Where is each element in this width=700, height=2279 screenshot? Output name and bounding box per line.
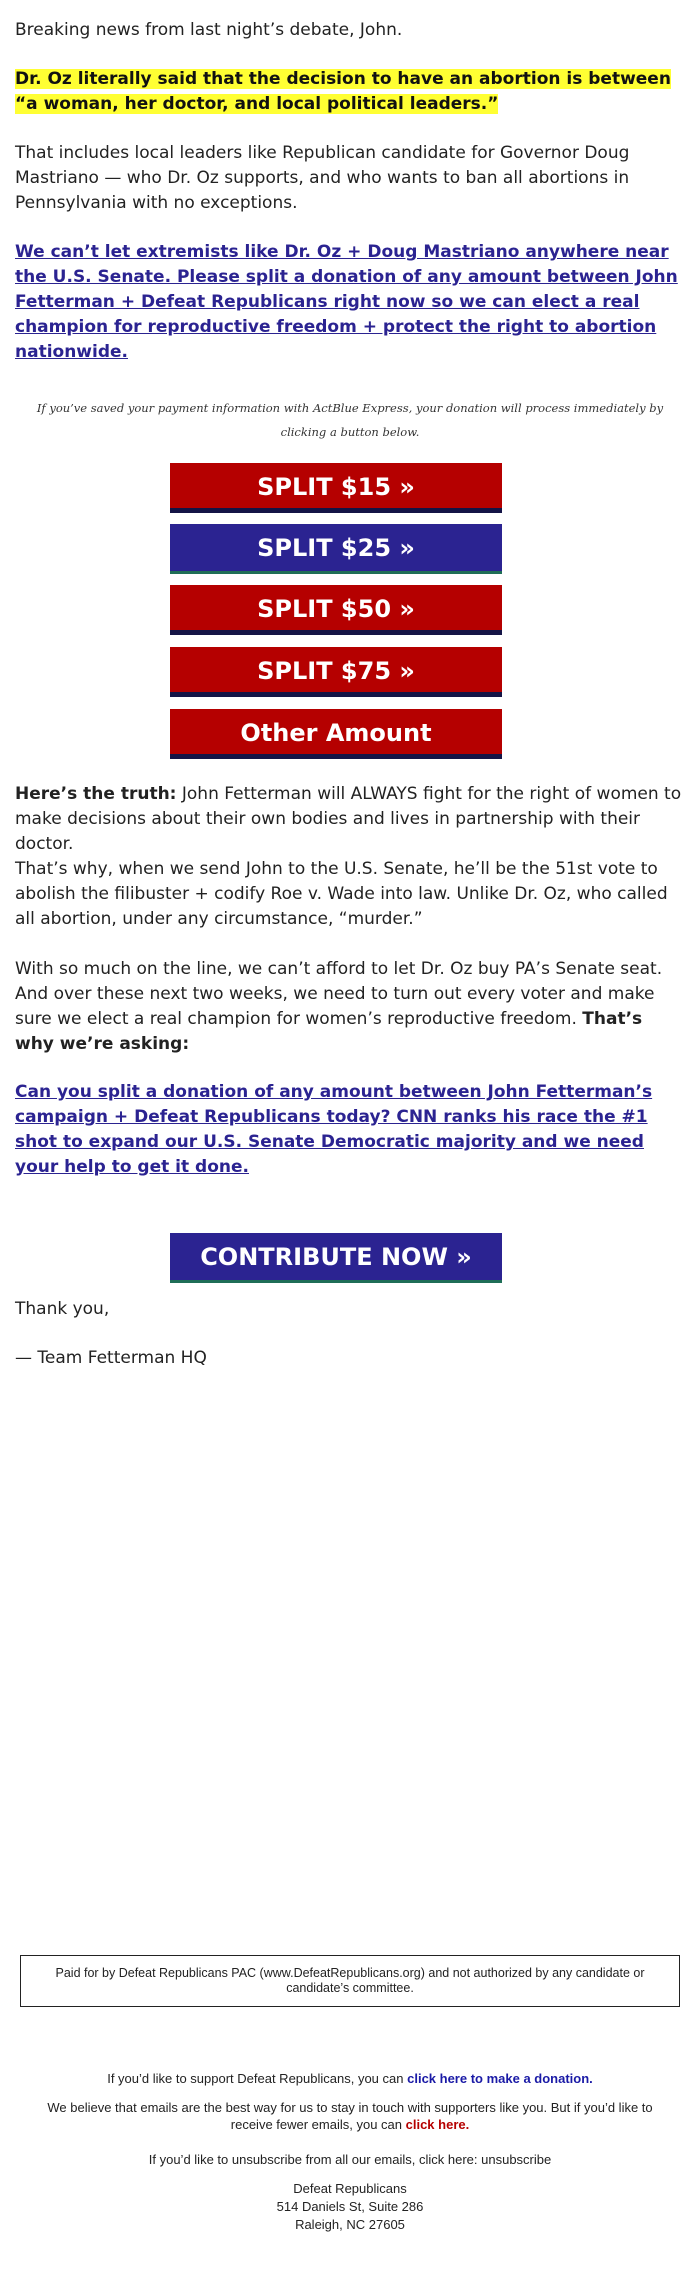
on-the-line-bold: That’s why we’re asking:	[15, 1009, 643, 1054]
paragraph-on-the-line	[15, 957, 685, 1057]
actblue-note: If you’ve saved your payment information with ActBlue Express, your donation will process immediately by clicking a button below.	[36, 401, 664, 439]
split-50-button[interactable]: SPLIT $50 »	[170, 585, 502, 635]
on-the-line-body: With so much on the line, we can’t afford to let Dr. Oz buy PA’s Senate seat. And over these next two weeks, we need to turn out every voter and make sure we elect a real champion for women’s reproductive freedom.	[15, 959, 663, 1029]
highlight-text: Dr. Oz literally said that the decision to have an abortion is between “a woman, her doctor, and local political leaders.”	[15, 69, 671, 114]
make-donation-link[interactable]: click here to make a donation.	[407, 2071, 593, 2086]
split-25-button[interactable]: SPLIT $25 »	[170, 524, 502, 574]
fewer-emails-link[interactable]: click here.	[405, 2117, 470, 2132]
truth-body: John Fetterman will ALWAYS fight for the right of women to make decisions about their own bodies and lives in partnership with their doctor.	[15, 784, 682, 854]
highlighted-quote	[15, 67, 675, 117]
split-75-button[interactable]: SPLIT $75 »	[170, 647, 502, 697]
paragraph-truth	[15, 782, 685, 857]
other-amount-button[interactable]: Other Amount	[170, 709, 502, 759]
fewer-emails-line	[25, 2099, 675, 2133]
mailing-address	[0, 2180, 700, 2234]
address-line-2: Raleigh, NC 27605	[295, 2217, 405, 2232]
paid-for-disclaimer: Paid for by Defeat Republicans PAC (www.DefeatRepublicans.org) and not authorized by any candidate or candidate’s committee.	[20, 1955, 680, 2007]
paragraph-mastriano: That includes local leaders like Republican candidate for Governor Doug Mastriano — who Dr. Oz supports, and who wants to ban all abortions in Pennsylvania with no exceptions.	[15, 143, 630, 213]
fewer-text: We believe that emails are the best way for us to stay in touch with supporters like you. But if you’d like to receive fewer emails, you can	[47, 2100, 653, 2132]
paragraph-senate: That’s why, when we send John to the U.S. Senate, he’ll be the 51st vote to abolish the filibuster + codify Roe v. Wade into law. Unlike Dr. Oz, who called all abortion, under any circumstance, “murder.”	[15, 859, 668, 929]
donate-link-cnn[interactable]: Can you split a donation of any amount between John Fetterman’s campaign + Defeat Republicans today? CNN ranks his race the #1 shot to expand our U.S. Senate Democratic majority and we need your help to get it done.	[15, 1082, 653, 1177]
split-15-button[interactable]: SPLIT $15 »	[170, 463, 502, 513]
support-text: If you’d like to support Defeat Republicans, you can	[107, 2071, 408, 2086]
org-name: Defeat Republicans	[293, 2181, 407, 2196]
unsubscribe-line[interactable]: If you’d like to unsubscribe from all our emails, click here: unsubscribe	[148, 2152, 552, 2167]
address-line-1: 514 Daniels St, Suite 286	[276, 2199, 424, 2214]
greeting: Breaking news from last night’s debate, John.	[15, 20, 403, 40]
contribute-now-button[interactable]: CONTRIBUTE NOW »	[170, 1233, 502, 1283]
donate-link-extremists[interactable]: We can’t let extremists like Dr. Oz + Doug Mastriano anywhere near the U.S. Senate. Please split a donation of any amount between John Fetterman + Defeat Republicans right now so we can elect a real champion for reproductive freedom + protect the right to abortion nationwide.	[15, 242, 678, 362]
support-line	[0, 2070, 700, 2087]
signature: — Team Fetterman HQ	[15, 1348, 207, 1368]
thanks: Thank you,	[15, 1299, 110, 1319]
truth-lead: Here’s the truth:	[15, 784, 177, 804]
